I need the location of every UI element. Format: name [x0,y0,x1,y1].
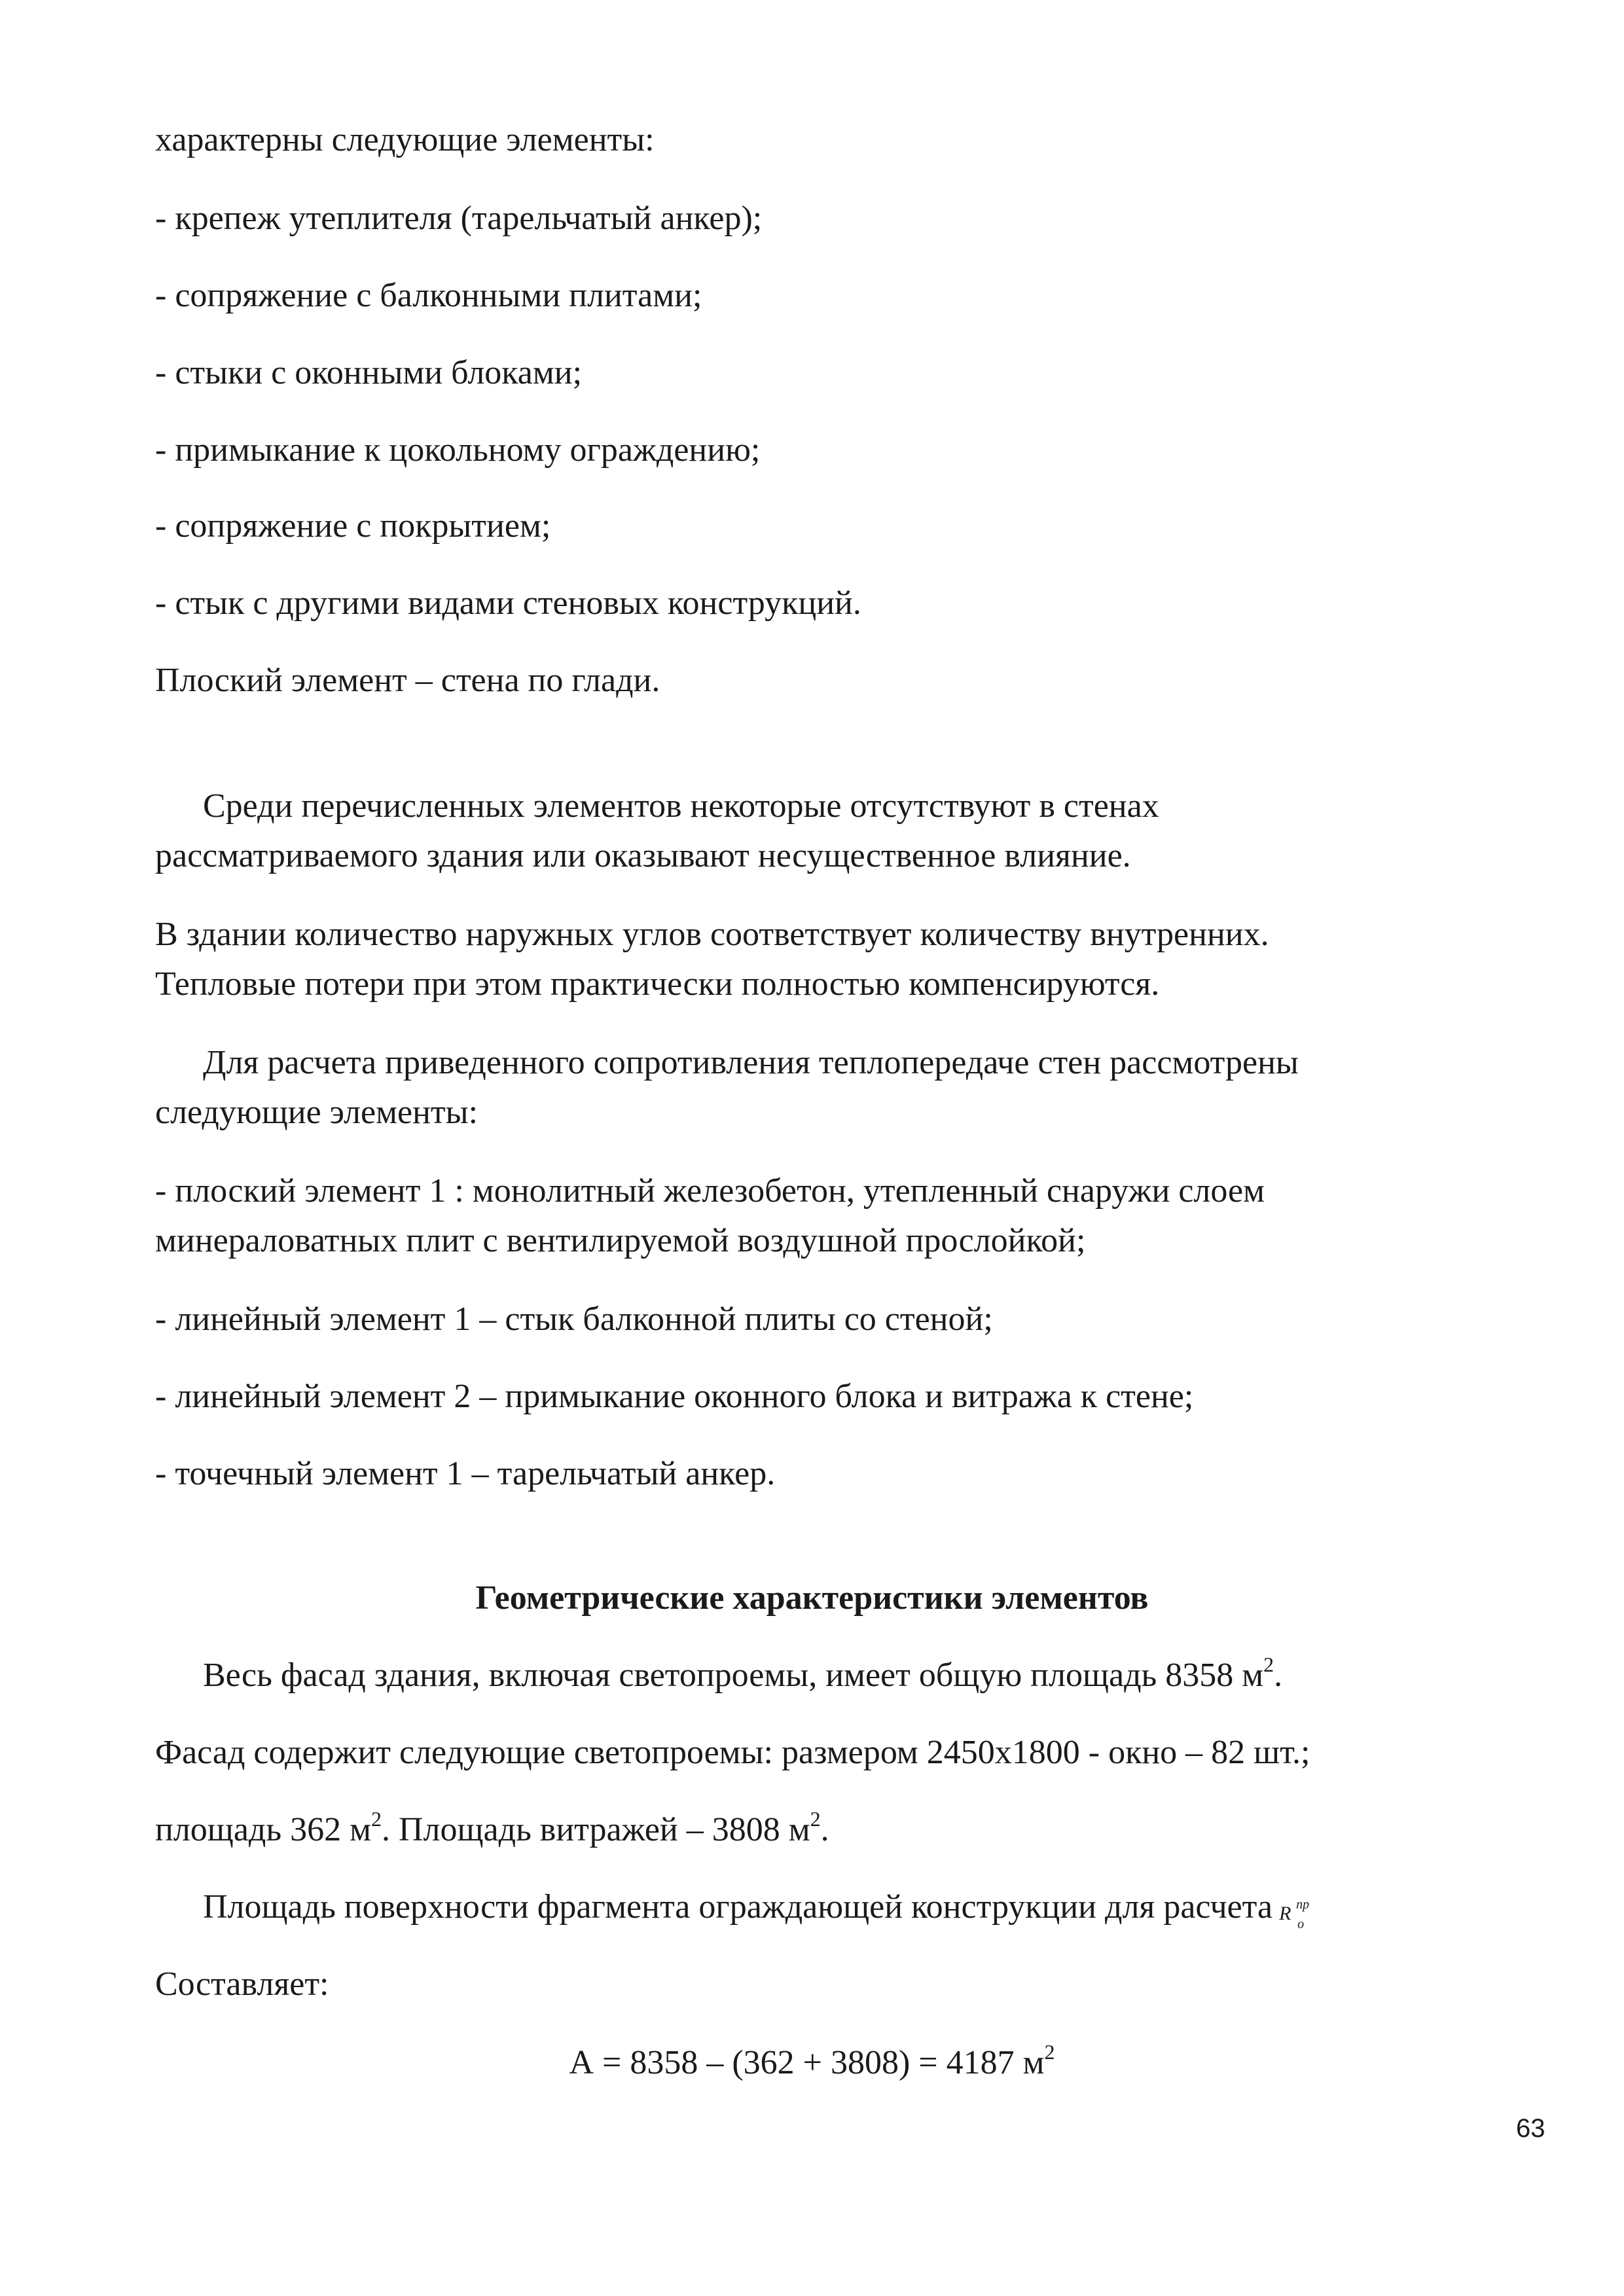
page-number: 63 [1516,2114,1545,2143]
list-item: - плоский элемент 1 : монолитный железобетон, утепленный снаружи слоем [155,1172,1265,1210]
area-formula [0,2042,1624,2084]
symbol-r: R [1279,1903,1291,1924]
geometry-line [155,1809,829,1851]
superscript: 2 [810,1807,821,1831]
paragraph-line: следующие элементы: [155,1094,478,1131]
list-item: - точечный элемент 1 – тарельчатый анкер. [155,1455,776,1492]
list-item: - линейный элемент 2 – примыкание оконного блока и витража к стене; [155,1378,1194,1415]
list-item: - примыкание к цокольному ограждению; [155,431,761,469]
formula-text: А = 8358 – (362 + 3808) = 4187 м [569,2044,1045,2081]
geometry-text: . Площадь витражей – 3808 м [381,1811,810,1848]
list-item: - сопряжение с покрытием; [155,507,551,545]
symbol-superscript: пр [1296,1897,1310,1912]
superscript: 2 [1044,2040,1055,2064]
intro-line: характерны следующие элементы: [155,121,655,158]
symbol-subscript: o [1297,1917,1305,1931]
paragraph-line: Тепловые потери при этом практически полностью компенсируются. [155,965,1160,1003]
geometry-line [203,1655,1282,1696]
flat-element-line: Плоский элемент – стена по глади. [155,662,660,699]
list-item: - стыки с оконными блоками; [155,354,583,391]
list-item: - сопряжение с балконными плитами; [155,277,702,314]
geometry-line: Составляет: [155,1965,329,2003]
paragraph-line: Для расчета приведенного сопротивления теплопередаче стен рассмотрены [203,1044,1299,1081]
list-item: - линейный элемент 1 – стык балконной плиты со стеной; [155,1300,993,1338]
geometry-text: . [820,1811,829,1848]
geometry-line: Фасад содержит следующие светопроемы: размером 2450х1800 - окно – 82 шт.; [155,1734,1310,1771]
geometry-text: Весь фасад здания, включая светопроемы, имеет общую площадь 8358 м [203,1657,1264,1694]
geometry-text: . [1274,1657,1283,1694]
resistance-symbol [1272,1888,1313,1931]
paragraph-line: Среди перечисленных элементов некоторые отсутствуют в стенах [203,787,1159,825]
geometry-line [203,1886,1313,1931]
paragraph-line: В здании количество наружных углов соответствует количеству внутренних. [155,916,1269,953]
geometry-text: Площадь поверхности фрагмента ограждающей конструкции для расчета [203,1888,1273,1926]
section-heading: Геометрические характеристики элементов [475,1579,1149,1617]
superscript: 2 [1263,1653,1274,1676]
list-item: - крепеж утеплителя (тарельчатый анкер); [155,200,763,237]
geometry-text: площадь 362 м [155,1811,371,1848]
paragraph-line: рассматриваемого здания или оказывают несущественное влияние. [155,837,1131,874]
list-item: - стык с другими видами стеновых конструкций. [155,584,861,622]
list-item: минераловатных плит с вентилируемой воздушной прослойкой; [155,1222,1086,1259]
superscript: 2 [370,1807,382,1831]
